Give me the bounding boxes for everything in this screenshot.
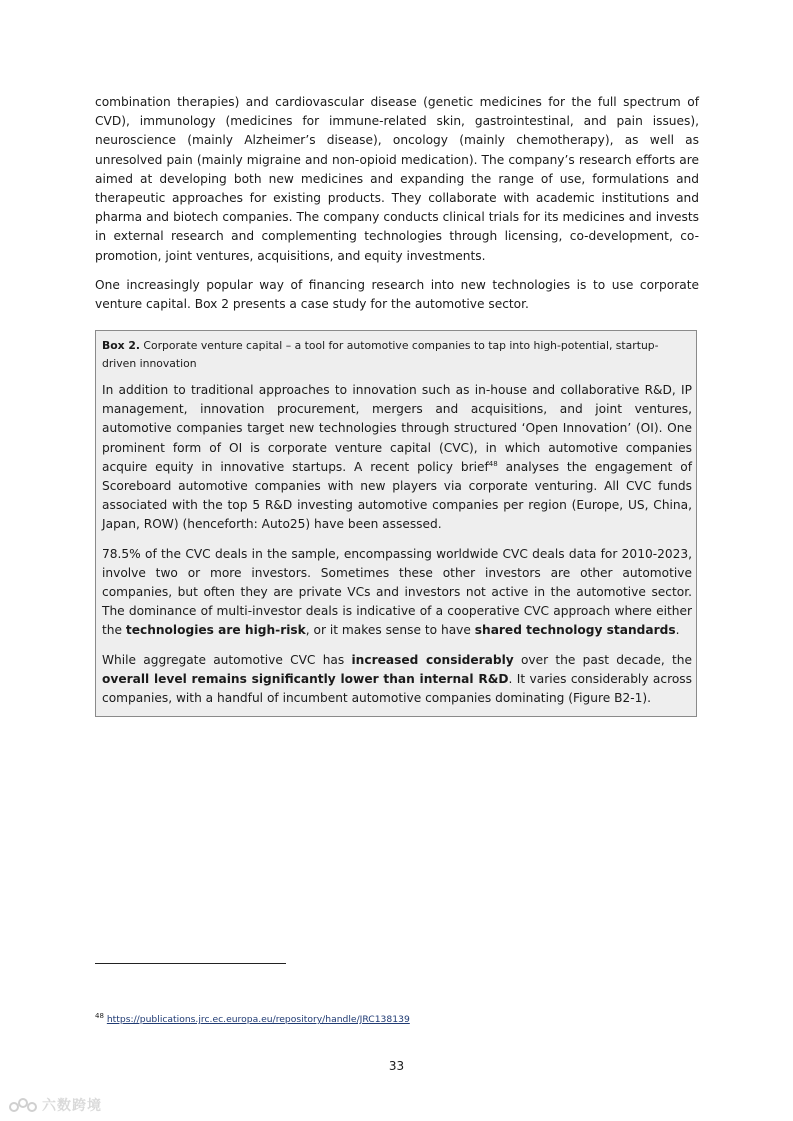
footnote-divider	[95, 963, 286, 964]
box-p3-bold-1: increased considerably	[351, 652, 514, 667]
logo-icon	[8, 1096, 38, 1114]
box-p3-text-a: While aggregate automotive CVC has	[102, 652, 352, 667]
box-p2-text-b: , or it makes sense to have	[305, 623, 475, 638]
box-paragraph-3	[102, 651, 692, 709]
page-number: 33	[388, 1059, 405, 1073]
footnote-ref-48[interactable]: 48	[488, 459, 498, 468]
footnote-48	[95, 1011, 410, 1026]
box-p3-text-b: over the past decade, the	[513, 652, 692, 667]
box-p1-text-a: In addition to traditional approaches to innovation such as in-house and collaborative R&D, IP management, innovation procurement, mergers and acquisitions, and joint ventures, automotive companies target new technologies through structured ‘Open Innovation’ (OI). One prominent form of OI is corporate venture capital (CVC), in which automotive companies acquire equity in innovative startups. A recent policy brief	[102, 383, 692, 474]
watermark-text: 六数跨境	[42, 1098, 102, 1114]
box-paragraph-2	[102, 545, 692, 641]
footnote-number: 48	[95, 1011, 104, 1020]
watermark	[8, 1095, 102, 1115]
box-2	[95, 330, 697, 717]
box-p2-text-a: 78.5% of the CVC deals in the sample, encompassing worldwide CVC deals data for 2010-2023, involve two or more investors. Sometimes these other investors are other automotive companies, but often they are private VCs and investors not active in the automotive sector. The dominance of multi-investor deals is indicative of a cooperative CVC approach where either the	[102, 546, 692, 638]
body-paragraph-1: combination therapies) and cardiovascular disease (genetic medicines for the full spectrum of CVD), immunology (medicines for immune-related skin, gastrointestinal, and pain issues), neuroscience (mainly Alzheimer’s disease), oncology (mainly chemotherapy), as well as unresolved pain (mainly migraine and non-opioid medication). The company’s research efforts are aimed at developing both new medicines and expanding the range of use, formulations and therapeutic approaches for existing products. They collaborate with academic institutions and pharma and biotech companies. The company conducts clinical trials for its medicines and invests in external research and complementing technologies through licensing, co-development, co-promotion, joint ventures, acquisitions, and equity investments.	[95, 95, 699, 263]
box-title	[102, 337, 692, 372]
box-p3-text-c: . It varies considerably across companies, with a handful of incumbent automotive companies dominating (Figure B2-1).	[102, 671, 692, 706]
box-p2-bold-2: shared technology standards	[474, 623, 676, 638]
box-p2-text-c: .	[675, 623, 680, 638]
box-p2-bold-1: technologies are high-risk	[125, 623, 306, 638]
box-label: Box 2.	[102, 339, 140, 352]
box-paragraph-1	[102, 381, 692, 535]
body-paragraph-2: One increasingly popular way of financing research into new technologies is to use corporate venture capital. Box 2 presents a case study for the automotive sector.	[95, 278, 699, 312]
footnote-link[interactable]: https://publications.jrc.ec.europa.eu/repository/handle/JRC138139	[106, 1014, 410, 1025]
box-title-text: Corporate venture capital – a tool for automotive companies to tap into high-potential, startup-driven innovation	[102, 339, 659, 370]
box-p3-bold-2: overall level remains significantly lower than internal R&D	[102, 671, 509, 686]
box-p1-text-b: analyses the engagement of Scoreboard automotive companies with new players via corporate venturing. All CVC funds associated with the top 5 R&D investing automotive companies per region (Europe, US, China, Japan, ROW) (henceforth: Auto25) have been assessed.	[102, 459, 692, 532]
